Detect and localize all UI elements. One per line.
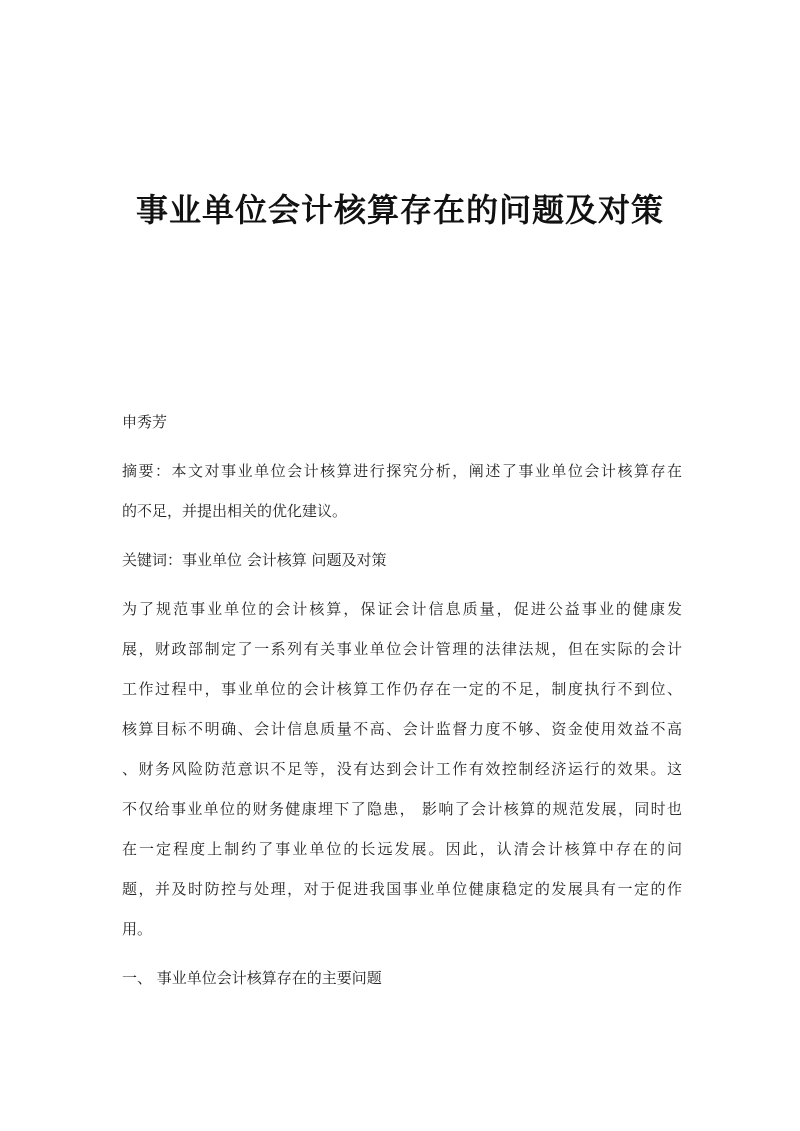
- abstract-line: 的不足，并提出相关的优化建议。: [122, 502, 348, 520]
- body-line: 展，财政部制定了一系列有关事业单位会计管理的法律法规，但在实际的会计: [122, 640, 682, 658]
- body-line: 、财务风险防范意识不足等，没有达到会计工作有效控制经济运行的效果。这: [122, 760, 682, 778]
- author-name: 申秀芳: [122, 413, 168, 431]
- body-line: 在一定程度上制约了事业单位的长远发展。因此，认清会计核算中存在的问: [122, 840, 682, 858]
- body-line: 题，并及时防控与处理，对于促进我国事业单位健康稳定的发展具有一定的作: [122, 880, 682, 898]
- section-heading: 一、 事业单位会计核算存在的主要问题: [122, 969, 382, 987]
- abstract-line: 摘要：本文对事业单位会计核算进行探究分析，阐述了事业单位会计核算存在: [122, 462, 682, 480]
- document-title: 事业单位会计核算存在的问题及对策: [135, 191, 664, 229]
- body-line: 用。: [122, 920, 153, 938]
- body-line: 为了规范事业单位的会计核算，保证会计信息质量，促进公益事业的健康发: [122, 600, 682, 618]
- body-line: 工作过程中，事业单位的会计核算工作仍存在一定的不足，制度执行不到位、: [122, 680, 682, 698]
- body-line: 不仅给事业单位的财务健康埋下了隐患， 影响了会计核算的规范发展，同时也: [122, 800, 682, 818]
- keywords-line: 关键词：事业单位 会计核算 问题及对策: [122, 551, 387, 569]
- body-line: 核算目标不明确、会计信息质量不高、会计监督力度不够、资金使用效益不高: [122, 720, 682, 738]
